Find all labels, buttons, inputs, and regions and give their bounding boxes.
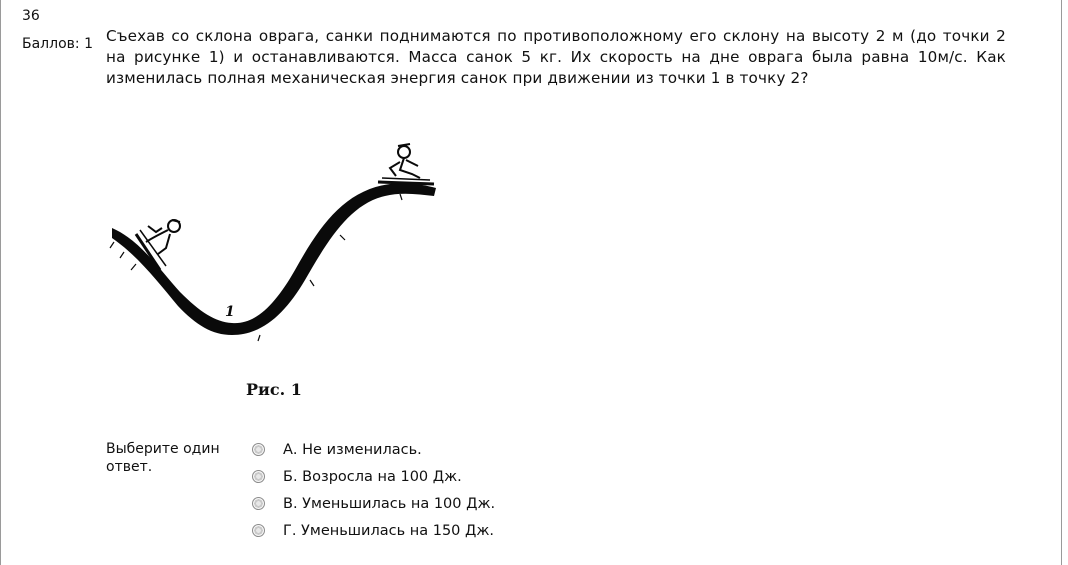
answer-option-a[interactable] — [248, 436, 495, 463]
answer-option-label: А. Не изменилась. — [283, 441, 422, 458]
answer-prompt: Выберите один ответ. — [106, 441, 220, 475]
answer-option-b[interactable] — [248, 463, 495, 490]
score-label: Баллов: 1 — [22, 36, 93, 52]
answer-option-label: Б. Возросла на 100 Дж. — [283, 468, 462, 485]
figure-caption: Рис. 1 — [246, 380, 302, 399]
radio-button[interactable] — [252, 524, 265, 537]
sled-rider-stopped — [378, 144, 434, 184]
question-number: 36 — [22, 8, 40, 24]
ravine-figure — [100, 130, 460, 410]
answer-option-d[interactable] — [248, 517, 495, 544]
answer-option-label: В. Уменьшилась на 100 Дж. — [283, 495, 496, 512]
ravine-illustration — [100, 130, 460, 410]
answer-option-c[interactable] — [248, 490, 495, 517]
answer-option-label: Г. Уменьшилась на 150 Дж. — [283, 522, 495, 539]
point-1-label: 1 — [225, 304, 235, 320]
answer-options — [248, 436, 495, 544]
question-text: Съехав со склона оврага, санки поднимаются по противоположному его склону на высоту 2 м (до точки 2 на рисунке 1) и останавливаются. Масса санок 5 кг. Их скорость на дне оврага была равна 10м/с. Как изменилась полная механическая энергия санок при движении из точки 1 в точку 2? — [106, 27, 1006, 87]
radio-button[interactable] — [252, 497, 265, 510]
radio-button[interactable] — [252, 470, 265, 483]
radio-button[interactable] — [252, 443, 265, 456]
